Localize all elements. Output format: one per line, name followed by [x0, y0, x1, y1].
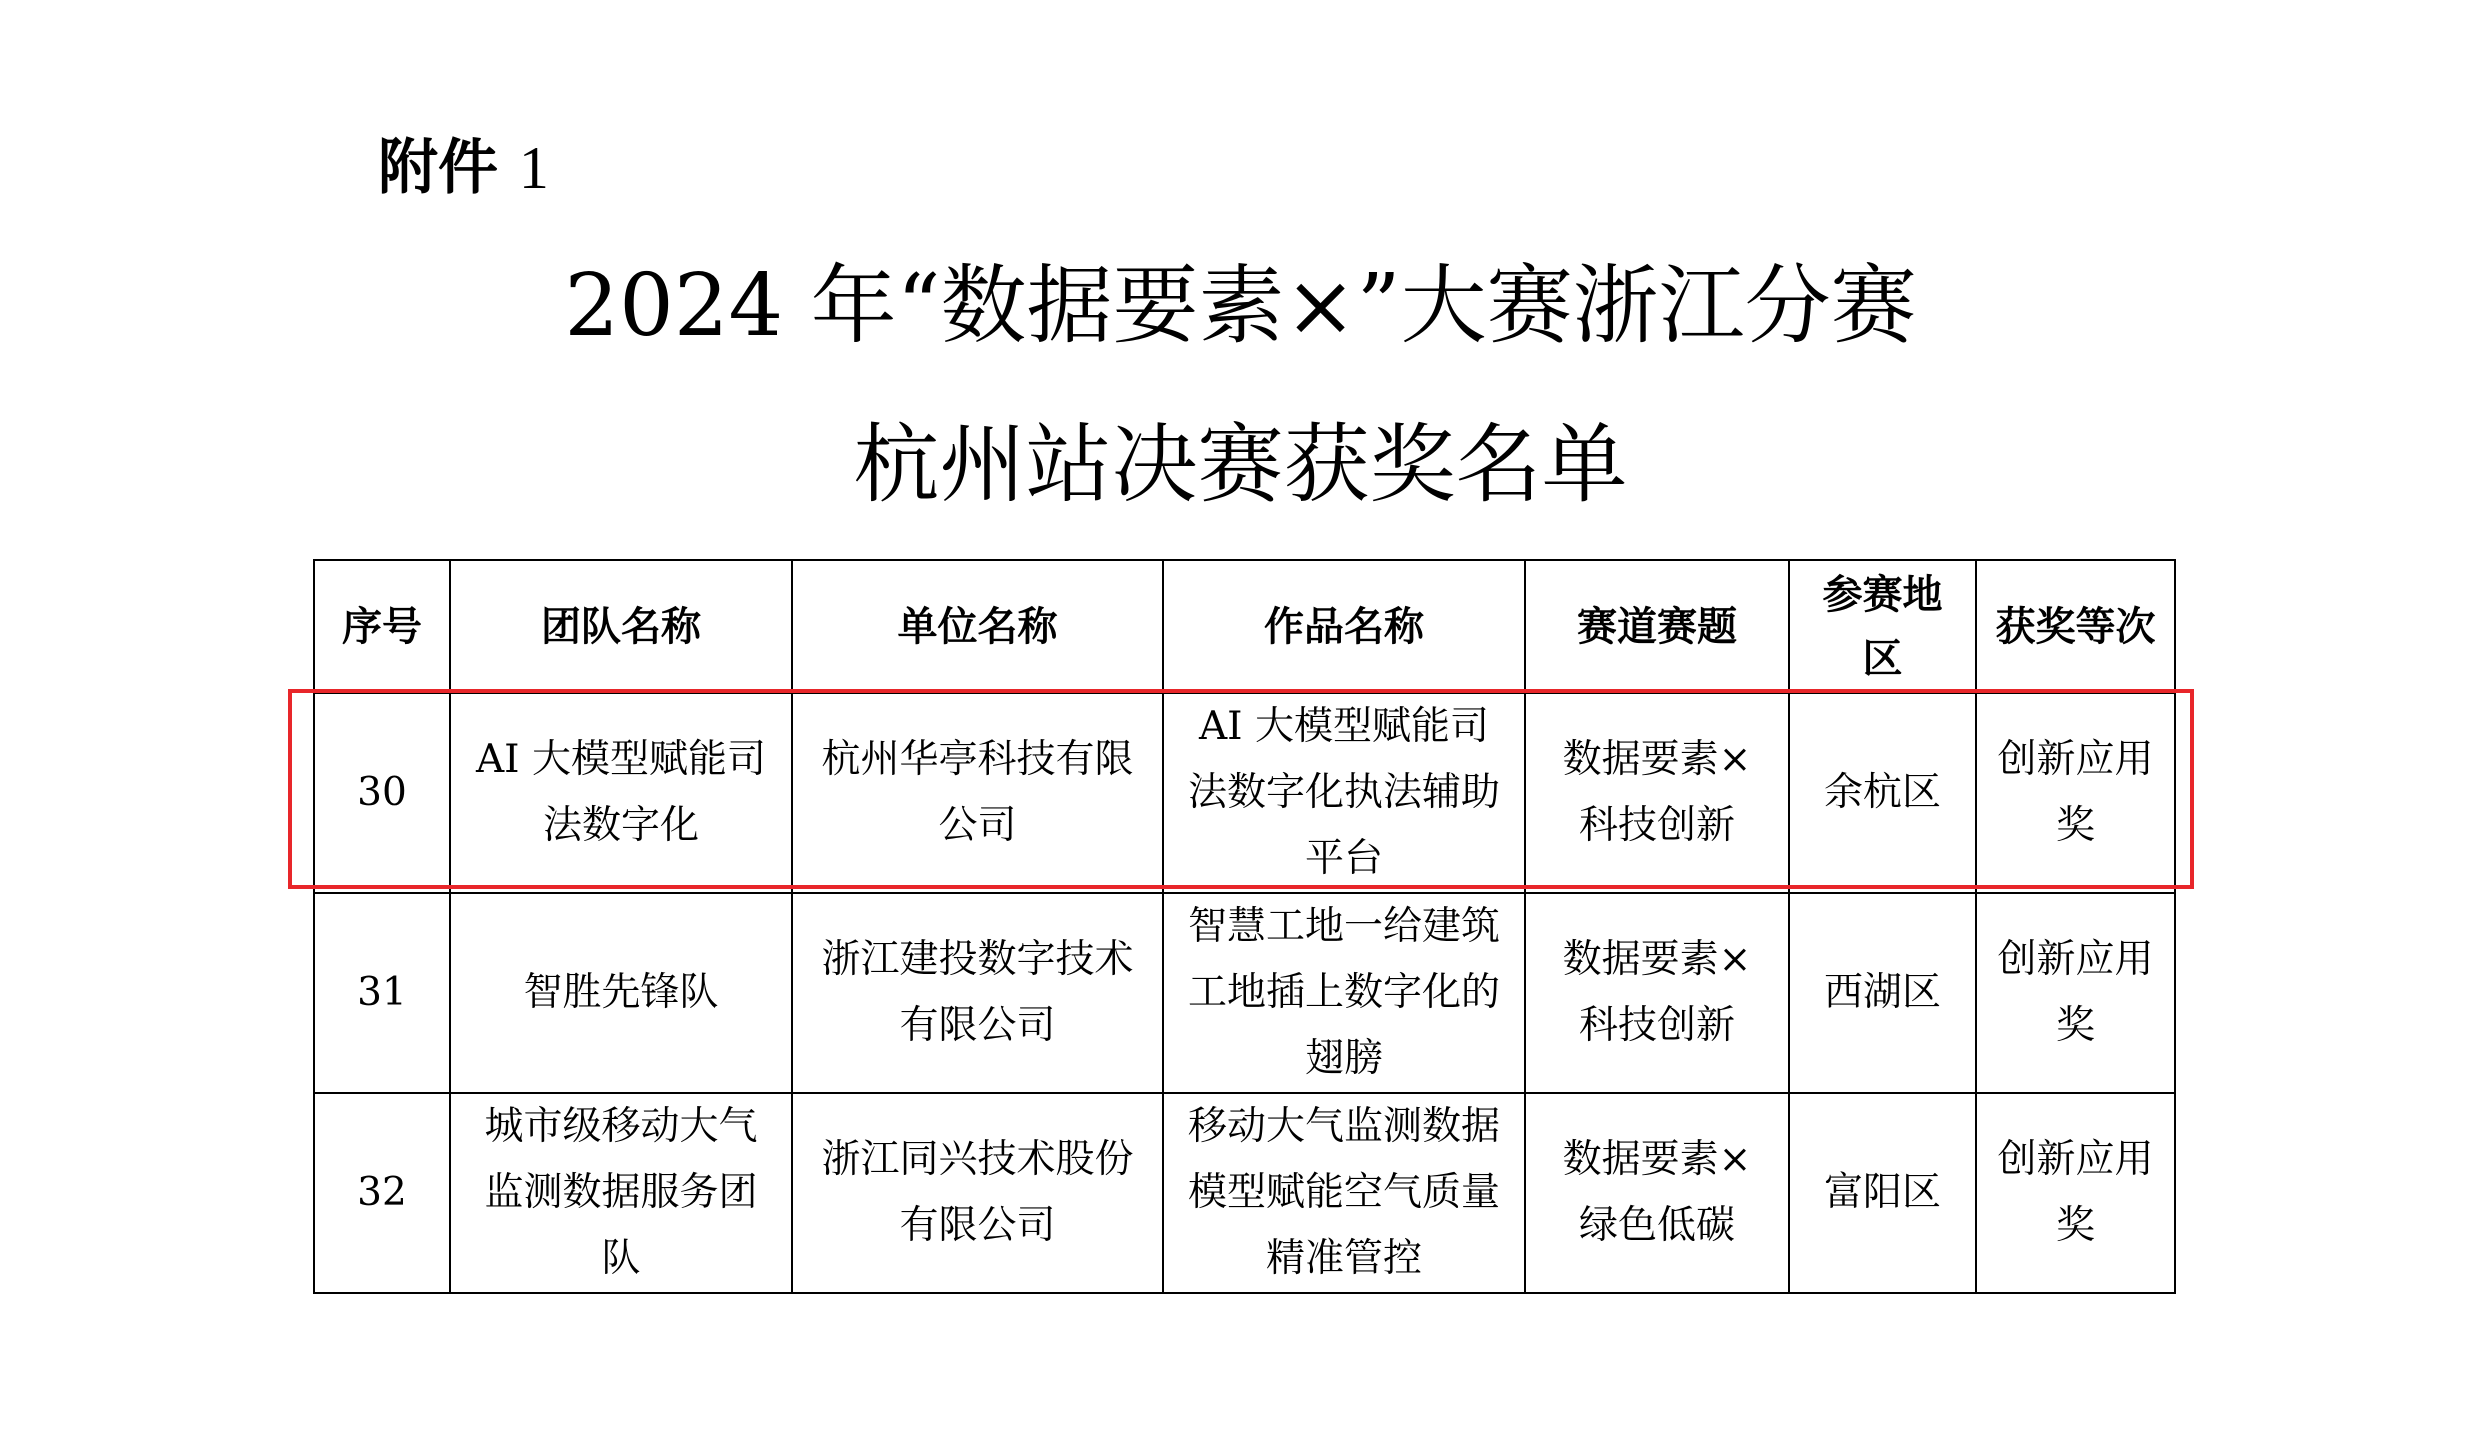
cell-organization: 杭州华亭科技有限公司 [792, 693, 1163, 893]
cell-work-name: 移动大气监测数据模型赋能空气质量精准管控 [1163, 1093, 1525, 1293]
cell-track: 数据要素×绿色低碳 [1525, 1093, 1789, 1293]
cell-team-name: 城市级移动大气监测数据服务团队 [450, 1093, 792, 1293]
cell-index: 32 [314, 1093, 450, 1293]
cell-award-level: 创新应用奖 [1976, 693, 2175, 893]
header-award-level: 获奖等次 [1976, 560, 2175, 693]
cell-index: 31 [314, 893, 450, 1093]
attachment-number: 1 [518, 135, 549, 201]
table-row [314, 1093, 2175, 1293]
row-highlight-box [288, 689, 2194, 889]
header-work-name: 作品名称 [1163, 560, 1525, 693]
cell-track: 数据要素×科技创新 [1525, 893, 1789, 1093]
cell-team-name: AI 大模型赋能司法数字化 [450, 693, 792, 893]
cell-award-level: 创新应用奖 [1976, 893, 2175, 1093]
cell-work-name: AI 大模型赋能司法数字化执法辅助平台 [1163, 693, 1525, 893]
attachment-label [378, 126, 549, 210]
cell-organization: 浙江同兴技术股份有限公司 [792, 1093, 1163, 1293]
award-table [313, 559, 2176, 1294]
attachment-text: 附件 [378, 133, 498, 203]
header-region: 参赛地区 [1789, 560, 1976, 693]
header-organization: 单位名称 [792, 560, 1163, 693]
document-title-line-1: 2024 年“数据要素×”大赛浙江分赛 [564, 256, 1917, 356]
table-row [314, 893, 2175, 1093]
cell-region: 西湖区 [1789, 893, 1976, 1093]
cell-index: 30 [314, 693, 450, 893]
table-header-row [314, 560, 2175, 693]
cell-award-level: 创新应用奖 [1976, 1093, 2175, 1293]
cell-work-name: 智慧工地一给建筑工地插上数字化的翅膀 [1163, 893, 1525, 1093]
cell-region: 余杭区 [1789, 693, 1976, 893]
cell-track: 数据要素×科技创新 [1525, 693, 1789, 893]
header-index: 序号 [314, 560, 450, 693]
document-title-line-2: 杭州站决赛获奖名单 [853, 415, 1628, 515]
header-team-name: 团队名称 [450, 560, 792, 693]
cell-organization: 浙江建投数字技术有限公司 [792, 893, 1163, 1093]
header-track: 赛道赛题 [1525, 560, 1789, 693]
cell-team-name: 智胜先锋队 [450, 893, 792, 1093]
cell-region: 富阳区 [1789, 1093, 1976, 1293]
